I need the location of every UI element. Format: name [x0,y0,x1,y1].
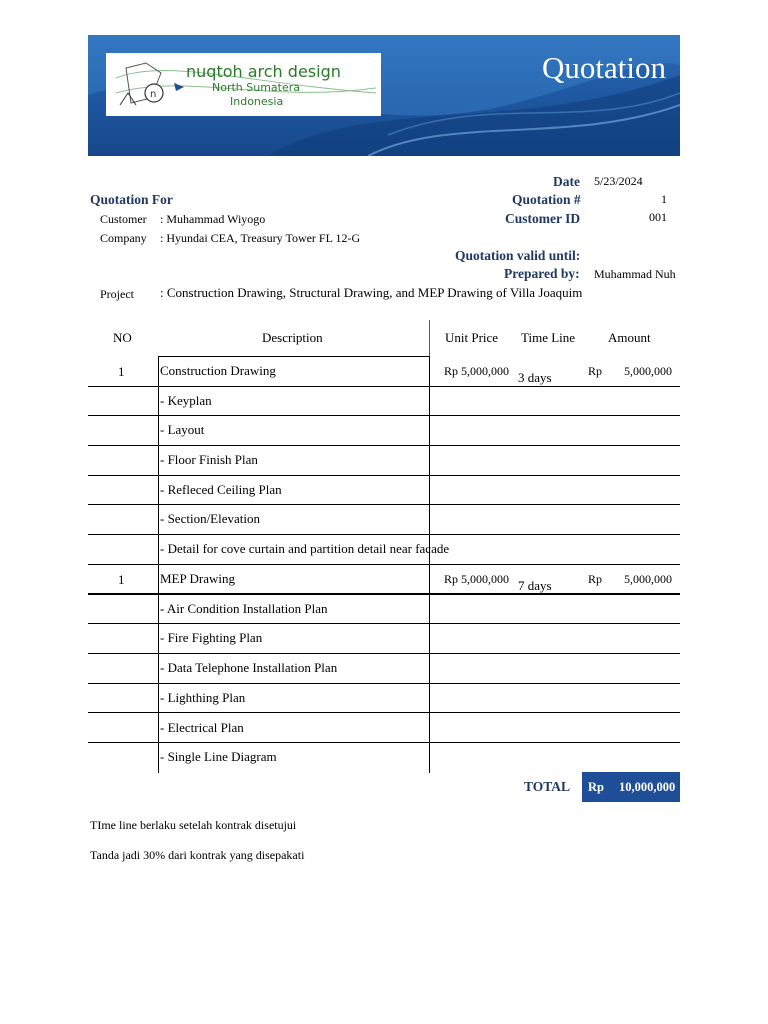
row-divider [88,742,680,743]
header-column-divider [429,320,430,356]
customer-id-label: Customer ID [505,211,581,226]
quotation-for-heading: Quotation For [90,192,173,207]
row-divider [88,445,680,446]
row-divider [88,386,680,387]
row-divider [88,593,680,595]
customer-id-value: 001 [649,210,667,224]
total-label: TOTAL [524,779,571,794]
project-value: : Construction Drawing, Structural Drawing, and MEP Drawing of Villa Joaquim [160,285,583,300]
line-item: - Lighthing Plan [160,690,246,705]
row-divider [88,534,680,535]
line-item: - Layout [160,422,205,437]
quotation-number-label: Quotation # [512,192,581,207]
description-column-left-border [158,356,159,773]
line-item: - Refleced Ceiling Plan [160,482,282,497]
page-title: Quotation [542,50,666,85]
amount-value: 5,000,000 [624,572,672,586]
time-line: 3 days [518,370,552,385]
column-header-description: Description [262,330,323,345]
prepared-by-value: Muhammad Nuh [594,267,676,281]
logo-title: nuqtoh arch design [186,62,341,81]
quotation-number-value: 1 [661,192,667,206]
row-divider [88,712,680,713]
row-divider [88,683,680,684]
line-item: - Electrical Plan [160,720,244,735]
line-item: - Single Line Diagram [160,749,277,764]
row-divider [158,356,430,357]
time-line: 7 days [518,578,552,593]
group-title: MEP Drawing [160,571,235,586]
line-item: - Section/Elevation [160,511,261,526]
line-item: - Data Telephone Installation Plan [160,660,338,675]
valid-until-label: Quotation valid until: [455,248,581,263]
unit-price: Rp 5,000,000 [444,572,510,586]
row-number: 1 [118,364,125,379]
line-item: - Keyplan [160,393,212,408]
note-down-payment: Tanda jadi 30% dari kontrak yang disepakati [90,848,305,862]
column-header-amount: Amount [608,330,651,345]
logo-subtitle-region: North Sumatera [212,81,301,94]
amount-currency: Rp [588,364,603,378]
customer-value: : Muhammad Wiyogo [160,212,266,226]
row-divider [88,415,680,416]
project-label: Project [100,287,134,301]
row-divider [88,653,680,654]
row-divider [88,564,680,565]
line-item: - Air Condition Installation Plan [160,601,328,616]
row-number: 1 [118,572,125,587]
amount-value: 5,000,000 [624,364,672,378]
description-column-right-border [429,356,430,773]
line-item: - Floor Finish Plan [160,452,258,467]
row-divider [88,504,680,505]
line-item: - Fire Fighting Plan [160,630,263,645]
svg-text:n: n [150,89,157,100]
total-currency: Rp [588,780,604,794]
prepared-by-label: Prepared by: [504,266,580,281]
column-header-time-line: Time Line [521,330,576,345]
note-timeline: TIme line berlaku setelah kontrak disetujui [90,818,297,832]
row-divider [88,475,680,476]
date-value: 5/23/2024 [594,174,643,188]
customer-label: Customer [100,212,147,226]
unit-price: Rp 5,000,000 [444,364,510,378]
column-header-no: NO [113,330,132,345]
date-label: Date [553,174,580,189]
total-value: 10,000,000 [619,780,676,794]
company-label: Company [100,231,147,245]
group-title: Construction Drawing [160,363,276,378]
logo-subtitle-country: Indonesia [230,95,284,108]
row-divider [88,623,680,624]
column-header-unit-price: Unit Price [445,330,499,345]
company-value: : Hyundai CEA, Treasury Tower FL 12-G [160,231,361,245]
line-item: - Detail for cove curtain and partition detail near facade [160,541,450,556]
amount-currency: Rp [588,572,603,586]
